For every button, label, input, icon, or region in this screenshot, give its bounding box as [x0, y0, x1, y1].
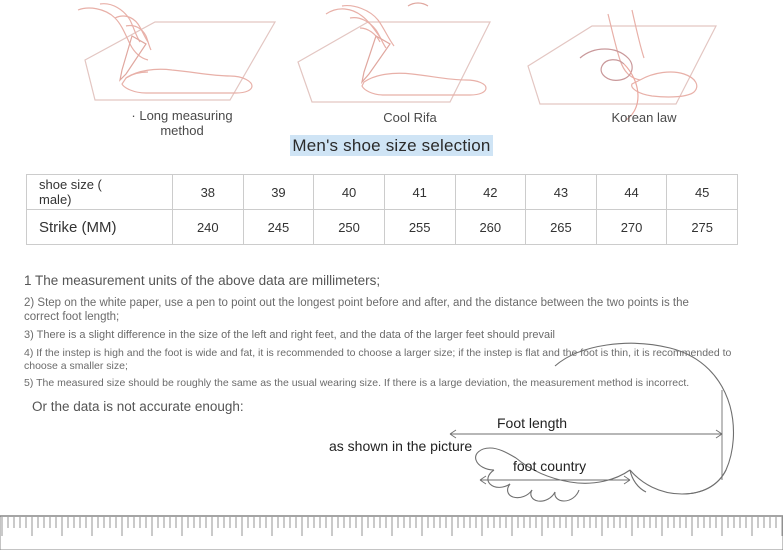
- note-item: Or the data is not accurate enough:: [32, 398, 244, 414]
- note-item: 2) Step on the white paper, use a pen to point out the longest point before and after, and the distance between the two points is the correct foot length;: [24, 297, 689, 323]
- shoe-size-table: [26, 174, 738, 245]
- table-row-strike: [27, 210, 738, 245]
- row-header-strike: Strike (MM): [27, 210, 173, 245]
- note-item: 4) If the instep is high and the foot is wide and fat, it is recommended to choose a larger size; if the instep is flat and the foot is thin, it is recommended to choose a smaller size;: [24, 347, 732, 372]
- illustration-caption: [290, 110, 530, 125]
- cell-size: 42: [455, 175, 526, 210]
- caption-line-2: method: [160, 123, 204, 138]
- illustration-cool-rifa: [290, 0, 530, 140]
- row-header-line-1: shoe size (: [39, 177, 102, 192]
- table-row-shoe-size: [27, 175, 738, 210]
- cell-length: 270: [596, 210, 667, 245]
- cell-size: 40: [314, 175, 385, 210]
- ruler-graphic: [0, 498, 783, 550]
- cell-length: 275: [667, 210, 738, 245]
- cell-size: 45: [667, 175, 738, 210]
- row-header-line-2: male): [39, 192, 72, 207]
- caption-line-1: Cool Rifa: [383, 110, 437, 125]
- illustration-long-measuring-method: [60, 0, 300, 140]
- cell-length: 265: [526, 210, 597, 245]
- page-title-text: Men's shoe size selection: [292, 136, 491, 155]
- illustration-row: [0, 0, 783, 140]
- cell-size: 43: [526, 175, 597, 210]
- cell-size: 41: [384, 175, 455, 210]
- illustration-korean-law: [520, 0, 760, 140]
- label-foot-country: foot country: [513, 458, 587, 474]
- cell-size: 38: [173, 175, 244, 210]
- cell-size: 44: [596, 175, 667, 210]
- foot-measurement-diagram: [330, 330, 783, 520]
- label-foot-length: Foot length: [497, 415, 568, 431]
- cell-length: 255: [384, 210, 455, 245]
- cell-length: 245: [243, 210, 314, 245]
- label-as-shown-in-the-picture: as shown in the picture: [329, 438, 473, 454]
- note-item: 5) The measured size should be roughly the same as the usual wearing size. If there is a large deviation, the measurement method is incorrect.: [24, 377, 690, 389]
- page-title: [0, 136, 783, 156]
- note-item: 3) There is a slight difference in the size of the left and right feet, and the data of the larger feet should prevail: [24, 329, 555, 341]
- ruler-icon: [0, 498, 783, 550]
- illustration-caption: [524, 110, 764, 125]
- illustration-caption: [62, 108, 302, 138]
- cell-size: 39: [243, 175, 314, 210]
- cell-length: 250: [314, 210, 385, 245]
- cell-length: 260: [455, 210, 526, 245]
- note-item: 1 The measurement units of the above data are millimeters;: [24, 273, 381, 288]
- caption-line-1: Korean law: [611, 110, 677, 125]
- row-header-shoe-size: [27, 175, 173, 210]
- caption-line-1: · Long measuring: [131, 108, 233, 123]
- cell-length: 240: [173, 210, 244, 245]
